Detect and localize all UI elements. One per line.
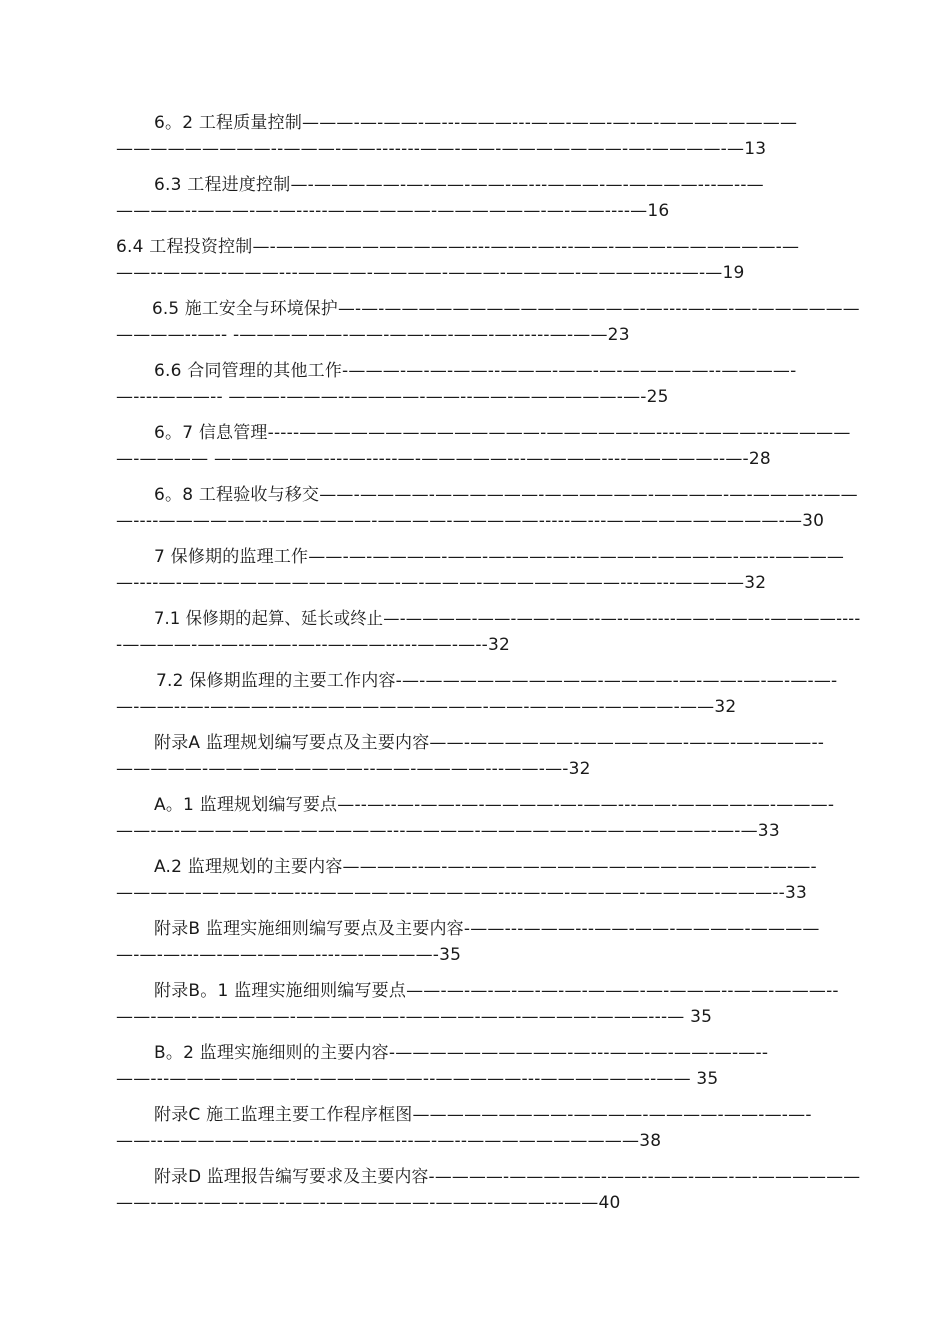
toc-entry-6-3[interactable]: [0, 172, 950, 234]
toc-entry-a-2[interactable]: [0, 854, 950, 916]
toc-entry-title: 7.1 保修期的起算、延长或终止—-————-——-——-——--—--—-----——-———-————----: [154, 609, 861, 629]
toc-entry-page-line: ————--—-- -——————-——-——-—-——-—------—-——23: [116, 325, 630, 345]
toc-entry-title: 6。8 工程验收与移交——-————-——————-——————-————-—-———---——: [154, 485, 858, 505]
toc-entry-b-2[interactable]: [0, 1040, 950, 1102]
toc-entry-title: A.2 监理规划的主要内容————--—-—-—————————————————-—-—-: [154, 857, 817, 877]
toc-entry-page-line: —————————-—----—————-—————----—-—-————-————-———--33: [116, 883, 807, 903]
toc-entry-page-line: ——--——-—-———---————-————-———-————-————-----—-—19: [116, 263, 745, 283]
toc-entry-title: 6.5 施工安全与环境保护—-—-———————————————-—----—-—-—-——————: [152, 299, 860, 319]
toc-entry-page-line: —----———-- ———-———--————-——--——-——————-—-25: [116, 387, 669, 407]
toc-entry-title: 附录B。1 监理实施细则编写要点——-—-—-—-—-—-—-———-—-———--——-———--: [154, 981, 839, 1001]
toc-entry-page-line: —————-—————————--——-————---——-—-32: [116, 759, 591, 779]
toc-entry-title: 6.3 工程进度控制—-—————-—-——-——-—---———-—-————---—--—: [154, 175, 764, 195]
toc-entry-title: 6.4 工程投资控制—-———————————----—-—-—---——-———-——————-—: [116, 237, 800, 257]
toc-entry-6-4[interactable]: [0, 234, 950, 296]
toc-entry-page-line: —----—-——-——————————-—-———-————————---—---————32: [116, 573, 767, 593]
toc-entry-page-line: ——-——-—-————-——————-————-——-————-———---— 35: [116, 1007, 713, 1027]
toc-entry-page-line: ——---———————-—-——————--—————---——————--—— 35: [116, 1069, 719, 1089]
toc-entry-page-line: ——-—-————————————---————-——————-———————-—-—33: [116, 821, 780, 841]
table-of-contents: [0, 110, 950, 1226]
toc-entry-appendix-d[interactable]: [0, 1164, 950, 1226]
toc-entry-title: A。1 监理规划编写要点—--—--—-——-—-————-—-——---——-————-—-———-: [154, 795, 835, 815]
toc-entry-page-line: ————--———-—-—-----——————-——————-—-——----—16: [116, 201, 670, 221]
toc-entry-title: 7.2 保修期监理的主要工作内容-—-——————————-————-—-——-—-—-—-—-: [156, 671, 838, 691]
toc-entry-title: 附录B 监理实施细则编写要点及主要内容-——---———---——-——-————-————: [154, 919, 820, 939]
toc-entry-title: 7 保修期的监理工作——-—-————-——-—-——-—--————-———-—-—---————: [154, 547, 845, 567]
toc-entry-page-line: ——--——————-—-—-——-——---—-—--——————————38: [116, 1131, 662, 1151]
toc-entry-page-line: ——-—-—-——-——-——-——————-———-———---——40: [116, 1193, 621, 1213]
toc-entry-appendix-b[interactable]: [0, 916, 950, 978]
toc-entry-7-2[interactable]: [0, 668, 950, 730]
toc-entry-7-1[interactable]: [0, 606, 950, 668]
toc-entry-appendix-a[interactable]: [0, 730, 950, 792]
toc-entry-6-8[interactable]: [0, 482, 950, 544]
toc-entry-page-line: —----——————-——————-————-—————-----—---——————————-—30: [116, 511, 825, 531]
toc-entry-title: 6。2 工程质量控制———-—-——-—---———---——-——-—-—-————————: [154, 113, 798, 133]
toc-entry-page-line: —————————--———-——-------——-——-———————-—-————-—13: [116, 139, 767, 159]
toc-entry-page-line: -————-—-—--—-—-—--—-——-----——-—--32: [116, 635, 511, 655]
toc-entry-title: B。2 监理实施细则的主要内容-——————————-—---——-—-——-—-—--: [154, 1043, 769, 1063]
toc-entry-b-1[interactable]: [0, 978, 950, 1040]
toc-entry-7[interactable]: [0, 544, 950, 606]
toc-entry-title: 附录C 施工监理主要工作程序框图—————————-————-————-——-—-—-: [154, 1105, 812, 1125]
toc-entry-title: 6。7 信息管理-----——————————————-—————-—----—-———----————: [154, 423, 851, 443]
toc-entry-6-2[interactable]: [0, 110, 950, 172]
toc-entry-a-1[interactable]: [0, 792, 950, 854]
toc-entry-page-line: —-—-—---—-——-———----—-————-35: [116, 945, 462, 965]
toc-entry-6-7[interactable]: [0, 420, 950, 482]
toc-entry-appendix-c[interactable]: [0, 1102, 950, 1164]
toc-entry-title: 6.6 合同管理的其他工作-———-—-—-——--———-——-—-—————--————-: [154, 361, 797, 381]
toc-entry-title: 附录A 监理规划编写要点及主要内容——-——————-——————-—-—-—-———--: [154, 733, 825, 753]
toc-entry-page-line: —-———— ———-———----—-----—-—————---—-———----—————--—-28: [116, 449, 771, 469]
toc-entry-6-5[interactable]: [0, 296, 950, 358]
toc-entry-6-6[interactable]: [0, 358, 950, 420]
toc-entry-title: 附录D 监理报告编写要求及主要内容-————-————-—-——--——-——-—-——————: [154, 1167, 861, 1187]
toc-entry-page-line: —-——--—-—-——-—---——————————-——-————-————-——32: [116, 697, 737, 717]
